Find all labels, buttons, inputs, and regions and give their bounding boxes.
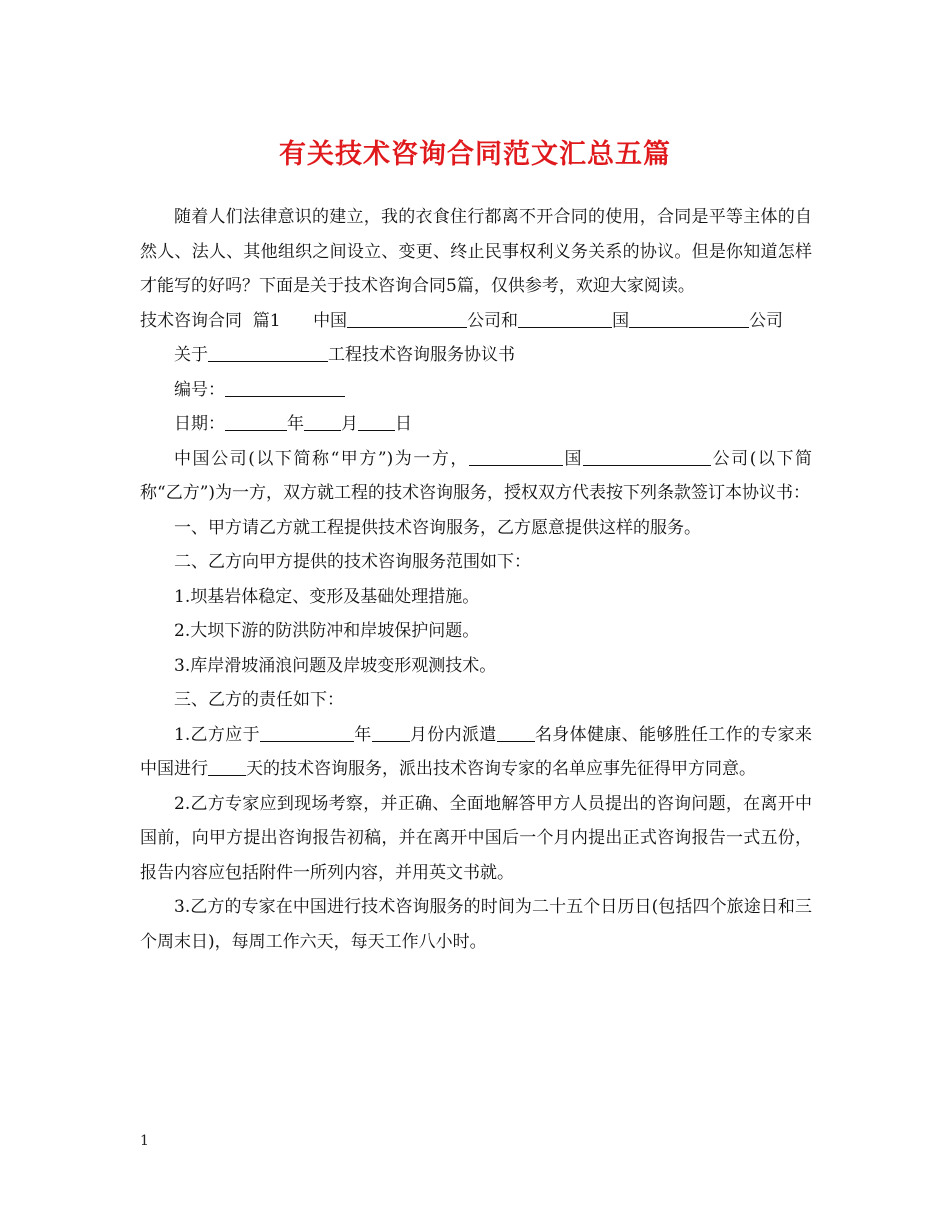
duty1-a: 1.乙方应于: [174, 724, 260, 745]
blank-line: [208, 757, 246, 776]
contract-heading: [140, 304, 812, 339]
blank-line: [260, 723, 354, 742]
clause-3: 三、乙方的责任如下：: [174, 690, 344, 710]
about-prefix: 关于: [174, 345, 208, 365]
blank-line: [583, 447, 711, 466]
intro-paragraph: 随着人们法律意识的建立，我的衣食住行都离不开合同的使用，合同是平等主体的自然人、法人、其他组织之间设立、变更、终止民事权利义务关系的协议。但是你知道怎样才能写的好吗？下面是关于技术咨询合同5篇，仅供参考，欢迎大家阅读。: [140, 207, 812, 296]
date-line: [140, 407, 812, 442]
about-suffix: 工程技术咨询服务协议书: [328, 345, 515, 365]
page-number: 1: [140, 1133, 149, 1149]
about-line: [140, 338, 812, 373]
date-month: 月: [341, 414, 358, 434]
date-label: 日期：: [174, 414, 225, 434]
duty1-c: 天的技术咨询服务，派出技术咨询专家的名单应事先征得甲方同意。: [246, 759, 756, 779]
number-label: 编号：: [174, 379, 225, 400]
document-title: 有关技术咨询合同范文汇总五篇: [279, 139, 671, 170]
blank-line: [358, 412, 395, 431]
duty1-year: 年: [353, 724, 372, 745]
number-line: [140, 373, 812, 408]
blank-line: [225, 378, 345, 397]
scope-item: 2.大坝下游的防洪防冲和岸坡保护问题。: [174, 621, 480, 641]
clause-1: 一、甲方请乙方就工程提供技术咨询服务，乙方愿意提供这样的服务。: [174, 517, 701, 538]
heading-country: 国: [612, 310, 630, 331]
duty1-b: 名身体健康、能够胜任工作的专家来中国进行: [140, 724, 813, 779]
heading-prefix: 技术咨询合同 篇1: [140, 310, 281, 331]
blank-line: [497, 723, 535, 742]
blank-line: [225, 412, 287, 431]
clause-2: 二、乙方向甲方提供的技术咨询服务范围如下：: [174, 552, 531, 572]
duty-1-paragraph: [140, 718, 812, 787]
party-intro-paragraph: [140, 442, 812, 511]
blank-line: [518, 309, 612, 328]
blank-line: [629, 309, 749, 328]
blank-line: [372, 723, 410, 742]
scope-item: 3.库岸滑坡涌浪问题及岸坡变形观测技术。: [174, 655, 497, 676]
duty-2-paragraph: 2.乙方专家应到现场考察，并正确、全面地解答甲方人员提出的咨询问题，在离开中国前，向甲方提出咨询报告初稿，并在离开中国后一个月内提出正式咨询报告一式五份，报告内容应包括附件一所列内容，并用英文书就。: [140, 793, 812, 883]
duty1-month: 月份内派遣: [409, 724, 497, 745]
heading-company-and: 公司和: [467, 310, 519, 331]
date-day: 日: [395, 414, 412, 434]
duty-3-paragraph: 3.乙方的专家在中国进行技术咨询服务的时间为二十五个日历日(包括四个旅途日和三个周末日)，每周工作六天，每天工作八小时。: [140, 897, 812, 952]
scope-item: 1.坝基岩体稳定、变形及基础处理措施。: [174, 586, 480, 607]
party-a-text: 中国公司(以下简称“甲方”)为一方，: [174, 448, 469, 469]
blank-line: [208, 343, 328, 362]
blank-line: [304, 412, 341, 431]
heading-china: 中国: [313, 310, 348, 331]
party-country: 国: [562, 448, 584, 469]
party-b-text: 公司(以下简称“乙方”)为一方，双方就工程的技术咨询服务，授权双方代表按下列条款签订本协议书：: [140, 448, 812, 503]
date-year: 年: [287, 414, 304, 434]
blank-line: [347, 309, 467, 328]
heading-company: 公司: [749, 310, 784, 331]
blank-line: [469, 447, 563, 466]
document-body: [140, 200, 812, 959]
